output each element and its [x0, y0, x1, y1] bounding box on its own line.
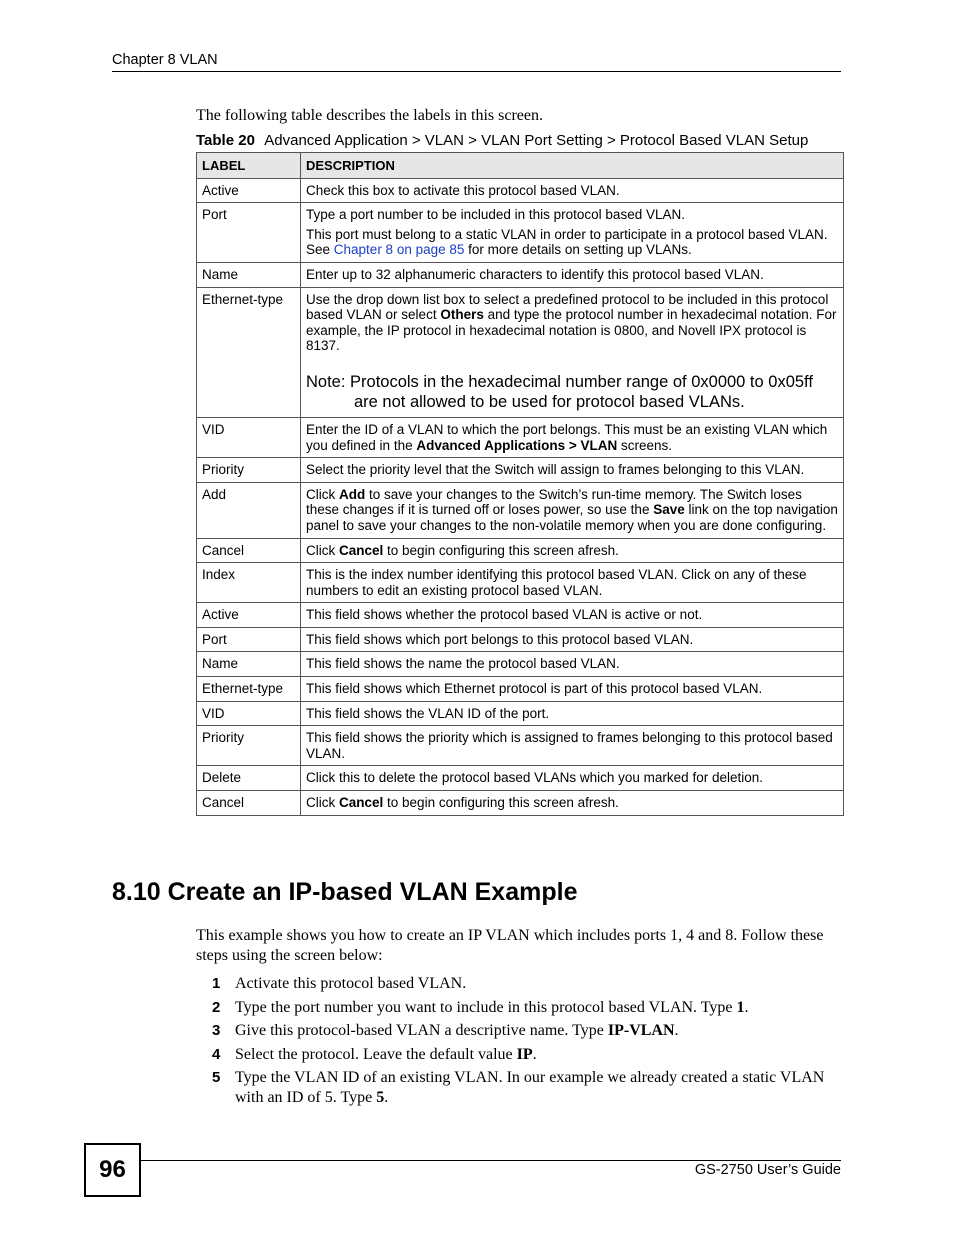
row-description	[301, 287, 844, 417]
step-bold: 1	[736, 998, 745, 1016]
row-label: Active	[197, 603, 301, 628]
table-row	[197, 458, 844, 483]
row-description	[301, 791, 844, 816]
chapter-header: Chapter 8 VLAN	[112, 52, 218, 68]
row-label: Priority	[197, 458, 301, 483]
steps-list	[196, 974, 841, 1111]
step-number: 4	[212, 1045, 221, 1063]
row-label: Priority	[197, 726, 301, 766]
row-label: Port	[197, 203, 301, 263]
table-header-row	[197, 153, 844, 179]
step-text: .	[744, 998, 749, 1016]
description-text: to save your changes to the Switch’s run-time memory. The Switch loses these changes if it is turned off or loses power, so use the	[306, 486, 802, 518]
step-text: Activate this protocol based VLAN.	[235, 975, 467, 992]
step-text: Give this protocol-based VLAN a descriptive name. Type	[235, 1022, 608, 1039]
row-description	[301, 538, 844, 563]
row-description: This field shows which Ethernet protocol is part of this protocol based VLAN.	[301, 677, 844, 702]
guide-title: GS-2750 User’s Guide	[694, 1162, 841, 1178]
step-text: .	[532, 1045, 537, 1063]
row-label: VID	[197, 701, 301, 726]
table-row	[197, 726, 844, 766]
intro-text: The following table describes the labels in this screen.	[196, 107, 544, 124]
table-row	[197, 603, 844, 628]
description-text: This port must belong to a static VLAN in order to participate in a protocol based VLAN. See	[306, 226, 828, 258]
table-row	[197, 262, 844, 287]
step-number: 2	[212, 998, 221, 1016]
row-description: Select the priority level that the Switch will assign to frames belonging to this VLAN.	[301, 458, 844, 483]
step-bold: IP	[516, 1045, 533, 1063]
description-text: screens.	[617, 437, 673, 453]
row-label: Index	[197, 563, 301, 603]
step-text: Select the protocol. Leave the default value	[235, 1045, 517, 1063]
description-bold: Advanced Applications > VLAN	[416, 437, 618, 453]
row-label: Ethernet-type	[197, 677, 301, 702]
table-row	[197, 701, 844, 726]
table-row	[197, 652, 844, 677]
row-label: Name	[197, 262, 301, 287]
row-description: Check this box to activate this protocol based VLAN.	[301, 178, 844, 203]
step-number: 1	[212, 975, 221, 992]
step-text: .	[384, 1088, 389, 1106]
description-text: to begin configuring this screen afresh.	[383, 542, 619, 558]
step-number: 3	[212, 1022, 221, 1039]
label-column-header: LABEL	[197, 153, 301, 179]
row-description: This is the index number identifying this protocol based VLAN. Click on any of these numbers to edit an existing protocol based VLAN.	[301, 563, 844, 603]
row-description: Click this to delete the protocol based VLANs which you marked for deletion.	[301, 766, 844, 791]
table-row	[197, 791, 844, 816]
row-description: This field shows whether the protocol based VLAN is active or not.	[301, 603, 844, 628]
row-label: Port	[197, 627, 301, 652]
description-text: Click	[306, 486, 339, 502]
description-bold: Others	[440, 307, 484, 323]
row-description	[301, 203, 844, 263]
list-item	[196, 1045, 841, 1065]
table-row	[197, 417, 844, 457]
description-bold: Save	[653, 502, 685, 518]
table-row	[197, 766, 844, 791]
step-bold: IP-VLAN	[607, 1022, 675, 1039]
list-item	[196, 1068, 841, 1107]
row-description	[301, 417, 844, 457]
description-text: and type the protocol number in hexadecimal notation. For example, the IP protocol in hexadecimal notation is 0800, and Novell IPX protocol is 8137.	[306, 307, 837, 354]
table-row	[197, 482, 844, 538]
list-item	[196, 1021, 841, 1041]
description-text: to begin configuring this screen afresh.	[383, 795, 619, 811]
description-text: Click	[306, 542, 339, 558]
section-paragraph: This example shows you how to create an IP VLAN which includes ports 1, 4 and 8. Follow these steps using the screen below:	[196, 927, 824, 964]
description-text: for more details on setting up VLANs.	[464, 242, 692, 258]
row-description	[301, 482, 844, 538]
row-label: Cancel	[197, 791, 301, 816]
step-text: Type the port number you want to include in this protocol based VLAN. Type	[235, 998, 737, 1016]
description-bold: Cancel	[339, 542, 384, 558]
table-row	[197, 287, 844, 417]
description-text: link on the top navigation panel to save your changes to the non-volatile memory when you are done configuring.	[306, 502, 838, 533]
row-description: This field shows the priority which is assigned to frames belonging to this protocol based VLAN.	[301, 726, 844, 766]
row-label: Add	[197, 482, 301, 538]
list-item	[196, 998, 841, 1018]
row-description: This field shows which port belongs to this protocol based VLAN.	[301, 627, 844, 652]
description-text: Use the drop down list box to select a predefined protocol to be included in this protocol based VLAN or select	[306, 291, 829, 323]
table-row	[197, 563, 844, 603]
table-caption-text: Advanced Application > VLAN > VLAN Port Setting > Protocol Based VLAN Setup	[264, 132, 809, 149]
note	[306, 372, 838, 413]
table-row	[197, 178, 844, 203]
header-rule	[112, 71, 841, 72]
row-label: Name	[197, 652, 301, 677]
list-item	[196, 974, 841, 994]
table-row	[197, 203, 844, 263]
table-row	[197, 538, 844, 563]
step-text: Type the VLAN ID of an existing VLAN. In our example we already created a static VLAN with an ID of 5. Type	[235, 1069, 825, 1106]
description-column-header: DESCRIPTION	[301, 153, 844, 179]
table-row	[197, 627, 844, 652]
table-row	[197, 677, 844, 702]
note-line: are not allowed to be used for protocol based VLANs.	[354, 393, 745, 412]
description-paragraph: Type a port number to be included in this protocol based VLAN.	[306, 207, 685, 223]
step-bold: 5	[376, 1088, 385, 1106]
step-number: 5	[212, 1069, 221, 1086]
page-number: 96	[84, 1143, 141, 1197]
chapter-8-link[interactable]: Chapter 8 on page 85	[333, 242, 465, 258]
note-line: Note: Protocols in the hexadecimal number range of 0x0000 to 0x05ff	[306, 372, 813, 391]
row-description: This field shows the name the protocol based VLAN.	[301, 652, 844, 677]
step-text: .	[674, 1022, 679, 1039]
table-caption-number: Table 20	[196, 132, 255, 149]
row-label: Cancel	[197, 538, 301, 563]
row-label: VID	[197, 417, 301, 457]
row-description: Enter up to 32 alphanumeric characters to identify this protocol based VLAN.	[301, 262, 844, 287]
row-label: Delete	[197, 766, 301, 791]
description-paragraph	[306, 292, 838, 354]
description-text: Enter the ID of a VLAN to which the port belongs. This must be an existing VLAN which you defined in the	[306, 421, 828, 453]
section-heading: 8.10 Create an IP-based VLAN Example	[112, 878, 578, 906]
description-bold: Add	[339, 486, 366, 502]
table-caption	[196, 132, 808, 149]
description-text: Click	[306, 795, 339, 811]
description-paragraph	[306, 227, 838, 258]
row-label: Active	[197, 178, 301, 203]
description-bold: Cancel	[339, 795, 384, 811]
label-description-table	[196, 152, 844, 816]
row-label: Ethernet-type	[197, 287, 301, 417]
row-description: This field shows the VLAN ID of the port.	[301, 701, 844, 726]
footer-rule	[139, 1160, 841, 1161]
